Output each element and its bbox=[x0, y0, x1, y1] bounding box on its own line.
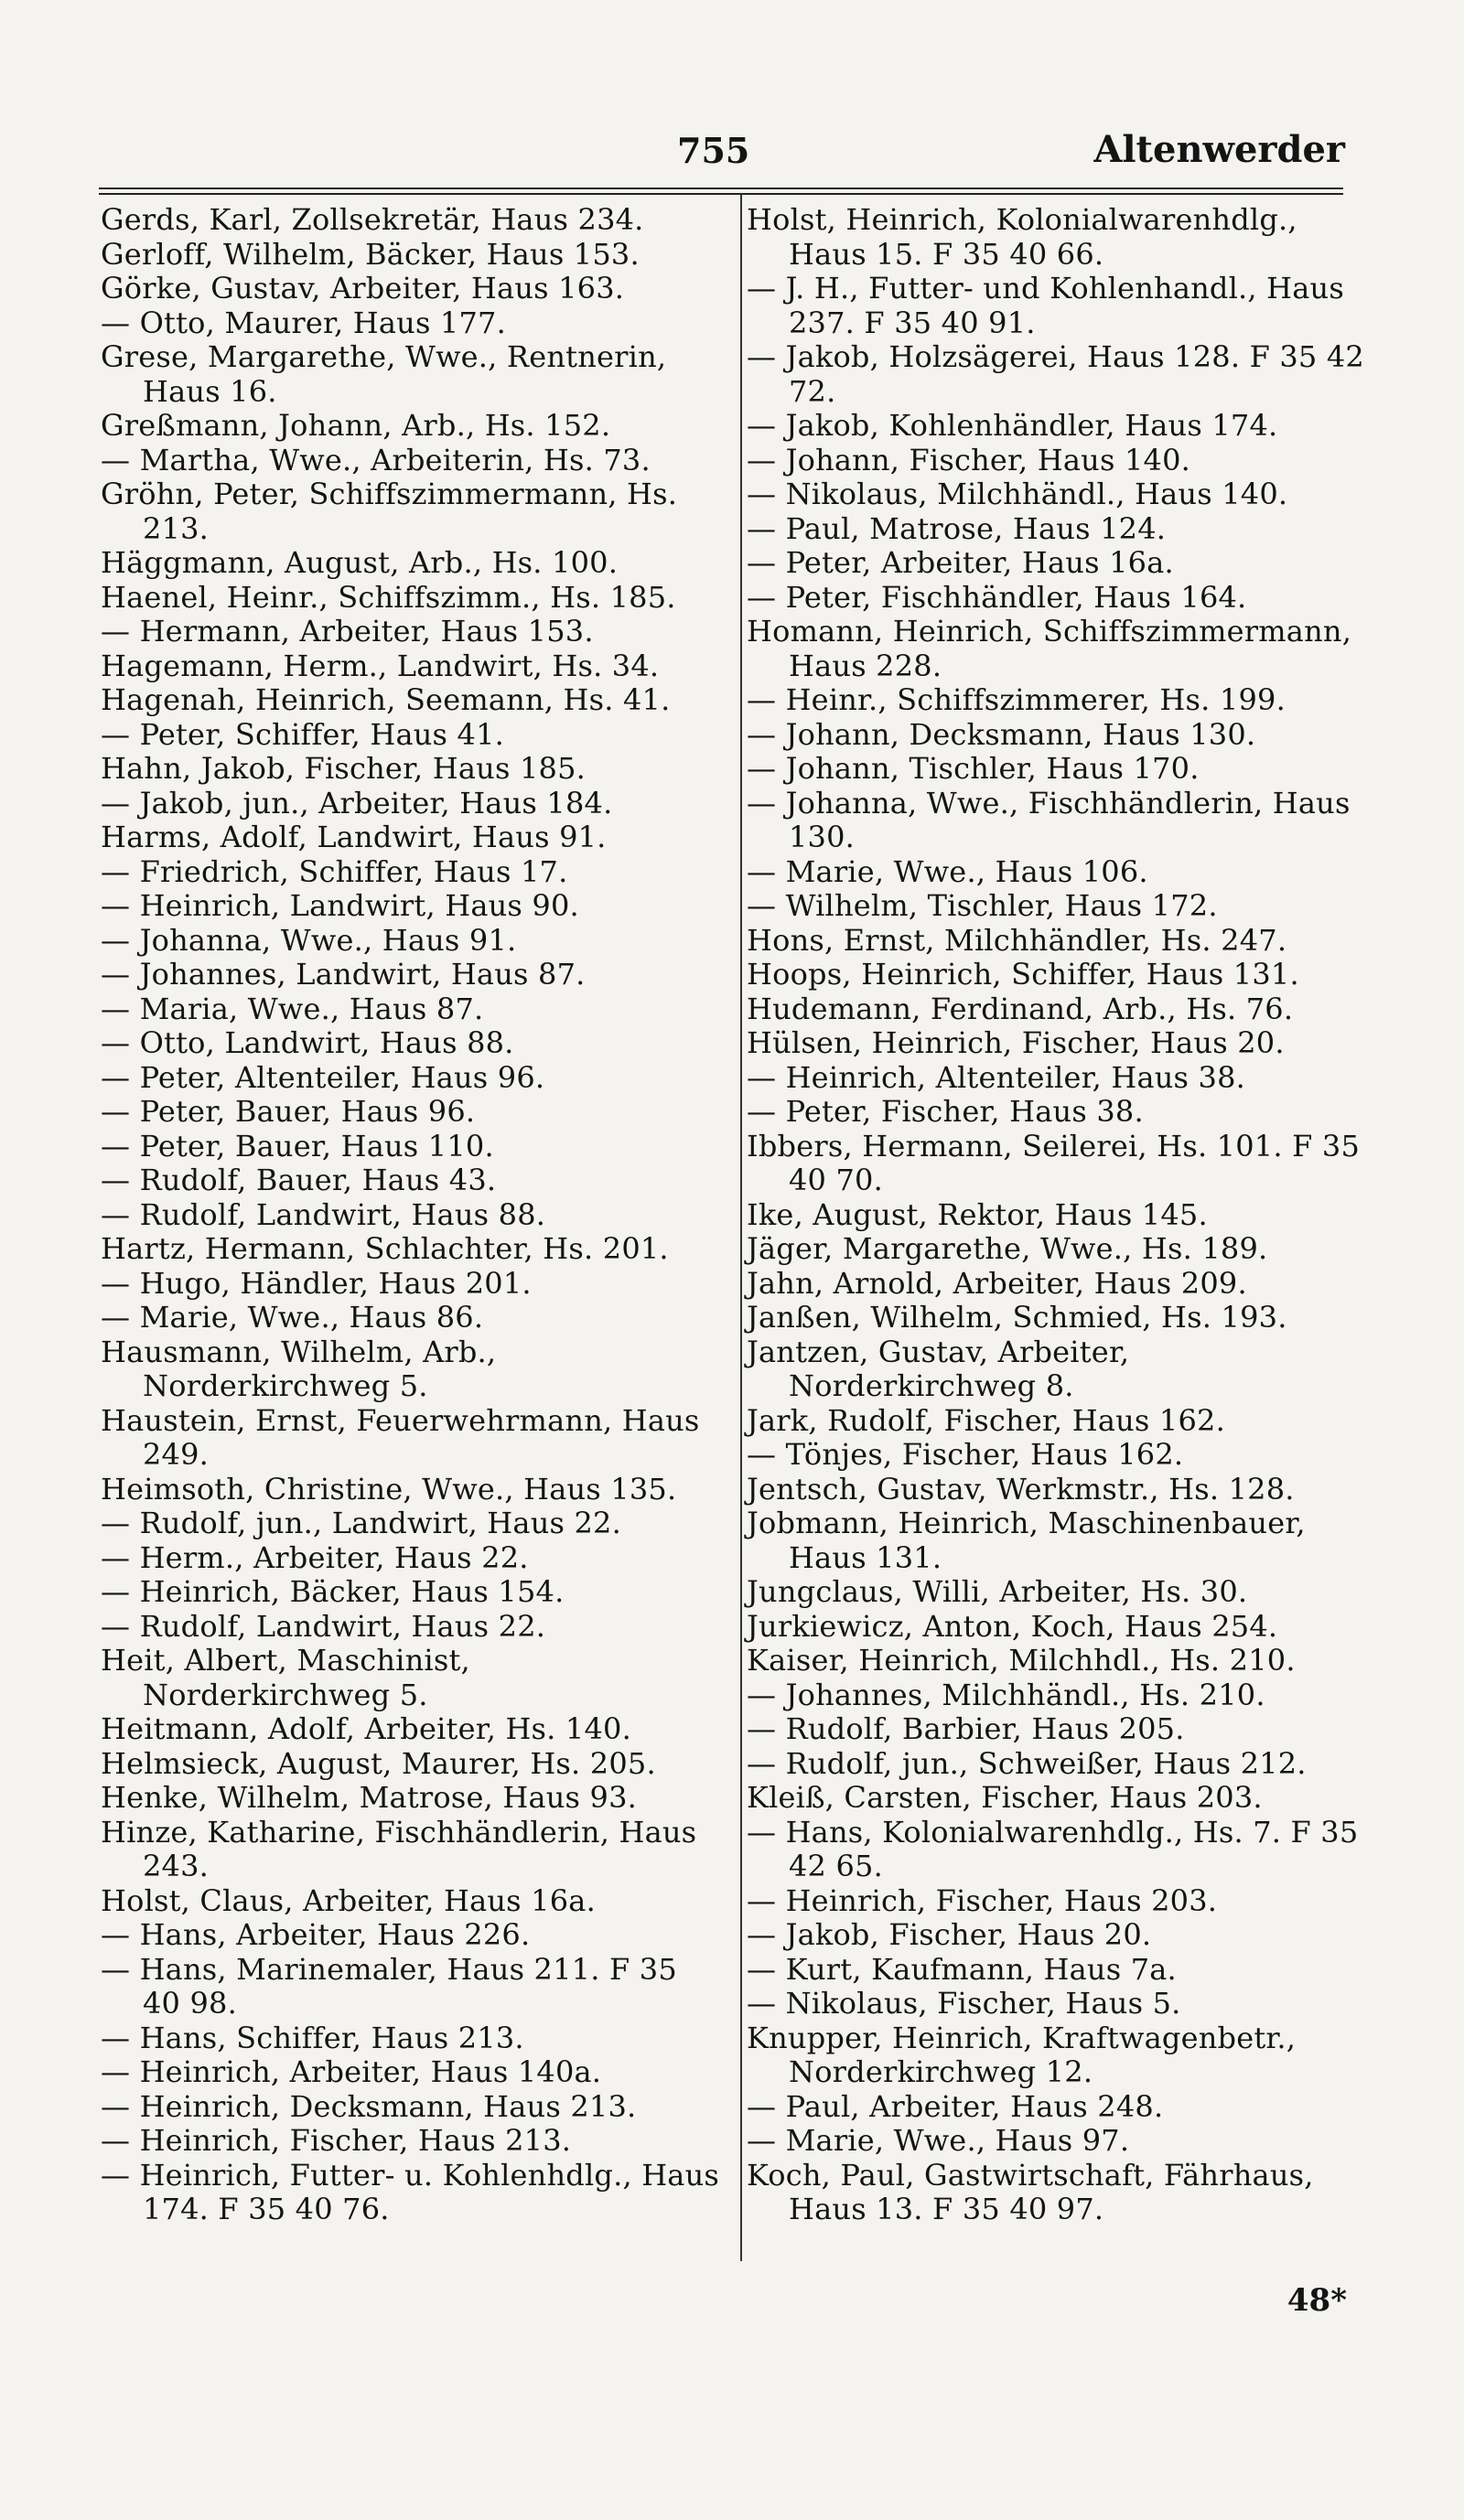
directory-entry: — Hans, Schiffer, Haus 213. bbox=[101, 2020, 524, 2055]
directory-entry: — Johann, Fischer, Haus 140. bbox=[747, 442, 1191, 477]
directory-entry: Jantzen, Gustav, Arbeiter, Norderkirchweg 8. bbox=[747, 1334, 1130, 1403]
directory-entry: — Tönjes, Fischer, Haus 162. bbox=[747, 1437, 1184, 1472]
directory-entry: — Nikolaus, Milchhändl., Haus 140. bbox=[747, 477, 1288, 511]
directory-entry: — Johannes, Milchhändl., Hs. 210. bbox=[747, 1677, 1265, 1712]
directory-entry: Hons, Ernst, Milchhändler, Hs. 247. bbox=[747, 922, 1287, 958]
directory-entry: — Paul, Matrose, Haus 124. bbox=[747, 510, 1167, 546]
directory-entry: Gerloff, Wilhelm, Bäcker, Haus 153. bbox=[101, 236, 640, 272]
directory-entry: Ike, August, Rektor, Haus 145. bbox=[747, 1196, 1208, 1232]
directory-entry: Hoops, Heinrich, Schiffer, Haus 131. bbox=[747, 957, 1299, 992]
column-divider bbox=[740, 194, 742, 2261]
directory-entry: — Peter, Fischer, Haus 38. bbox=[747, 1094, 1144, 1129]
directory-entry: — Paul, Arbeiter, Haus 248. bbox=[747, 2088, 1164, 2124]
directory-entry: — Peter, Schiffer, Haus 41. bbox=[101, 716, 505, 752]
directory-entry: — Maria, Wwe., Haus 87. bbox=[101, 991, 484, 1026]
directory-entry: — Rudolf, jun., Landwirt, Haus 22. bbox=[101, 1506, 621, 1540]
directory-entry: Holst, Claus, Arbeiter, Haus 16a. bbox=[101, 1882, 596, 1918]
directory-entry: Ibbers, Hermann, Seilerei, Hs. 101. F 35 40 70. bbox=[747, 1128, 1360, 1197]
directory-entry: — Heinrich, Arbeiter, Haus 140a. bbox=[101, 2054, 602, 2089]
directory-entry: Heimsoth, Christine, Wwe., Haus 135. bbox=[101, 1471, 677, 1507]
header-rule bbox=[99, 188, 1343, 195]
directory-entry: — Peter, Bauer, Haus 96. bbox=[101, 1094, 476, 1129]
directory-entry: Jobmann, Heinrich, Maschinenbauer, Haus 131. bbox=[747, 1506, 1306, 1575]
directory-entry: Koch, Paul, Gastwirtschaft, Fährhaus, Haus 13. F 35 40 97. bbox=[747, 2157, 1314, 2226]
directory-entry: Helmsieck, August, Maurer, Hs. 205. bbox=[101, 1745, 656, 1781]
directory-entry: Gröhn, Peter, Schiffszimmermann, Hs. 213. bbox=[101, 477, 678, 546]
directory-entry: — Hugo, Händler, Haus 201. bbox=[101, 1265, 532, 1301]
signature-mark: 48* bbox=[1286, 2282, 1347, 2319]
directory-entry: — Heinrich, Altenteiler, Haus 38. bbox=[747, 1059, 1246, 1095]
directory-entry: Hülsen, Heinrich, Fischer, Haus 20. bbox=[747, 1025, 1285, 1060]
directory-entry: — Rudolf, Bauer, Haus 43. bbox=[101, 1163, 497, 1197]
directory-entry: Hausmann, Wilhelm, Arb., Norderkirchweg 5. bbox=[101, 1334, 497, 1403]
directory-entry: — Marie, Wwe., Haus 106. bbox=[747, 853, 1148, 889]
directory-entry: Greßmann, Johann, Arb., Hs. 152. bbox=[101, 408, 611, 443]
directory-entry: — Jakob, Kohlenhändler, Haus 174. bbox=[747, 408, 1278, 443]
directory-entry: Hagenah, Heinrich, Seemann, Hs. 41. bbox=[101, 682, 671, 717]
directory-entry: Haenel, Heinr., Schiffszimm., Hs. 185. bbox=[101, 579, 676, 615]
directory-entry: — Johann, Decksmann, Haus 130. bbox=[747, 716, 1256, 752]
directory-entry: — Johanna, Wwe., Haus 91. bbox=[101, 922, 517, 958]
directory-entry: — Jakob, Fischer, Haus 20. bbox=[747, 1917, 1152, 1952]
directory-entry: — Johannes, Landwirt, Haus 87. bbox=[101, 957, 586, 992]
directory-entry: Hahn, Jakob, Fischer, Haus 185. bbox=[101, 751, 587, 786]
directory-entry: Hartz, Hermann, Schlachter, Hs. 201. bbox=[101, 1231, 669, 1266]
directory-entry: — Jakob, jun., Arbeiter, Haus 184. bbox=[101, 785, 613, 820]
directory-entry: — Otto, Maurer, Haus 177. bbox=[101, 305, 506, 340]
directory-entry: — Rudolf, Landwirt, Haus 88. bbox=[101, 1196, 546, 1232]
directory-entry: Knupper, Heinrich, Kraftwagenbetr., Norderkirchweg 12. bbox=[747, 2020, 1297, 2089]
directory-entry: Heitmann, Adolf, Arbeiter, Hs. 140. bbox=[101, 1711, 631, 1746]
directory-entry: — Johanna, Wwe., Fischhändlerin, Haus 130. bbox=[747, 785, 1351, 854]
directory-entry: Gerds, Karl, Zollsekretär, Haus 234. bbox=[101, 202, 644, 237]
directory-entry: Janßen, Wilhelm, Schmied, Hs. 193. bbox=[747, 1300, 1287, 1335]
directory-entry: Grese, Margarethe, Wwe., Rentnerin, Haus 16. bbox=[101, 339, 667, 409]
page-number: 755 bbox=[677, 130, 750, 171]
directory-entry: — Heinrich, Fischer, Haus 203. bbox=[747, 1882, 1218, 1918]
directory-entry: Hinze, Katharine, Fischhändlerin, Haus 243. bbox=[101, 1814, 697, 1883]
directory-entry: — Jakob, Holzsägerei, Haus 128. F 35 42 72. bbox=[747, 339, 1364, 409]
directory-entry: — Wilhelm, Tischler, Haus 172. bbox=[747, 888, 1218, 923]
directory-entry: — Heinrich, Landwirt, Haus 90. bbox=[101, 888, 579, 923]
directory-entry: — Heinrich, Fischer, Haus 213. bbox=[101, 2123, 572, 2158]
directory-entry: Homann, Heinrich, Schiffszimmermann, Haus 228. bbox=[747, 614, 1352, 683]
directory-entry: Görke, Gustav, Arbeiter, Haus 163. bbox=[101, 271, 625, 306]
left-column bbox=[101, 203, 719, 2227]
directory-entry: Hudemann, Ferdinand, Arb., Hs. 76. bbox=[747, 991, 1294, 1026]
directory-entry: — Hermann, Arbeiter, Haus 153. bbox=[101, 614, 594, 649]
directory-entry: — Hans, Marinemaler, Haus 211. F 35 40 98. bbox=[101, 1951, 677, 2021]
right-column bbox=[747, 203, 1365, 2227]
directory-entry: — Marie, Wwe., Haus 97. bbox=[747, 2123, 1130, 2158]
directory-entry: — Peter, Fischhändler, Haus 164. bbox=[747, 579, 1247, 615]
directory-entry: Jäger, Margarethe, Wwe., Hs. 189. bbox=[747, 1231, 1268, 1266]
directory-entry: Hagemann, Herm., Landwirt, Hs. 34. bbox=[101, 648, 660, 683]
directory-entry: Jungclaus, Willi, Arbeiter, Hs. 30. bbox=[747, 1574, 1248, 1609]
directory-entry: — Nikolaus, Fischer, Haus 5. bbox=[747, 1986, 1181, 2021]
directory-entry: Jahn, Arnold, Arbeiter, Haus 209. bbox=[747, 1265, 1247, 1301]
directory-entry: Haustein, Ernst, Feuerwehrmann, Haus 249. bbox=[101, 1402, 700, 1472]
directory-entry: — Johann, Tischler, Haus 170. bbox=[747, 751, 1200, 786]
directory-entry: Henke, Wilhelm, Matrose, Haus 93. bbox=[101, 1780, 638, 1815]
running-head: Altenwerder bbox=[1093, 128, 1345, 171]
directory-entry: — Friedrich, Schiffer, Haus 17. bbox=[101, 853, 568, 889]
directory-entry: Heit, Albert, Maschinist, Norderkirchweg 5. bbox=[101, 1643, 470, 1712]
directory-entry: — Heinr., Schiffszimmerer, Hs. 199. bbox=[747, 682, 1286, 717]
directory-entry: — Heinrich, Decksmann, Haus 213. bbox=[101, 2088, 637, 2124]
directory-entry: Harms, Adolf, Landwirt, Haus 91. bbox=[101, 820, 607, 854]
directory-entry: — J. H., Futter- und Kohlenhandl., Haus 237. F 35 40 91. bbox=[747, 271, 1344, 340]
directory-entry: — Peter, Altenteiler, Haus 96. bbox=[101, 1059, 545, 1095]
directory-entry: — Heinrich, Futter- u. Kohlenhdlg., Haus 174. F 35 40 76. bbox=[101, 2157, 720, 2226]
directory-entry: Jentsch, Gustav, Werkmstr., Hs. 128. bbox=[747, 1471, 1295, 1507]
directory-entry: — Peter, Arbeiter, Haus 16a. bbox=[747, 545, 1174, 580]
directory-entry: — Kurt, Kaufmann, Haus 7a. bbox=[747, 1951, 1177, 1987]
directory-entry: — Rudolf, jun., Schweißer, Haus 212. bbox=[747, 1745, 1307, 1781]
directory-entry: — Rudolf, Landwirt, Haus 22. bbox=[101, 1608, 546, 1644]
directory-entry: — Hans, Kolonialwarenhdlg., Hs. 7. F 35 42 65. bbox=[747, 1814, 1359, 1883]
directory-entry: — Otto, Landwirt, Haus 88. bbox=[101, 1025, 514, 1060]
directory-entry: — Heinrich, Bäcker, Haus 154. bbox=[101, 1574, 565, 1609]
directory-entry: — Peter, Bauer, Haus 110. bbox=[101, 1128, 494, 1163]
directory-entry: — Hans, Arbeiter, Haus 226. bbox=[101, 1917, 531, 1952]
directory-entry: Häggmann, August, Arb., Hs. 100. bbox=[101, 545, 619, 580]
directory-entry: Holst, Heinrich, Kolonialwarenhdlg., Haus 15. F 35 40 66. bbox=[747, 202, 1297, 272]
directory-entry: Kaiser, Heinrich, Milchhdl., Hs. 210. bbox=[747, 1643, 1296, 1678]
directory-entry: — Rudolf, Barbier, Haus 205. bbox=[747, 1711, 1185, 1746]
directory-entry: Kleiß, Carsten, Fischer, Haus 203. bbox=[747, 1780, 1263, 1815]
directory-entry: — Marie, Wwe., Haus 86. bbox=[101, 1300, 484, 1335]
directory-entry: Jurkiewicz, Anton, Koch, Haus 254. bbox=[747, 1608, 1278, 1644]
directory-entry: — Herm., Arbeiter, Haus 22. bbox=[101, 1539, 529, 1575]
directory-entry: Jark, Rudolf, Fischer, Haus 162. bbox=[747, 1402, 1225, 1438]
directory-entry: — Martha, Wwe., Arbeiterin, Hs. 73. bbox=[101, 442, 651, 477]
